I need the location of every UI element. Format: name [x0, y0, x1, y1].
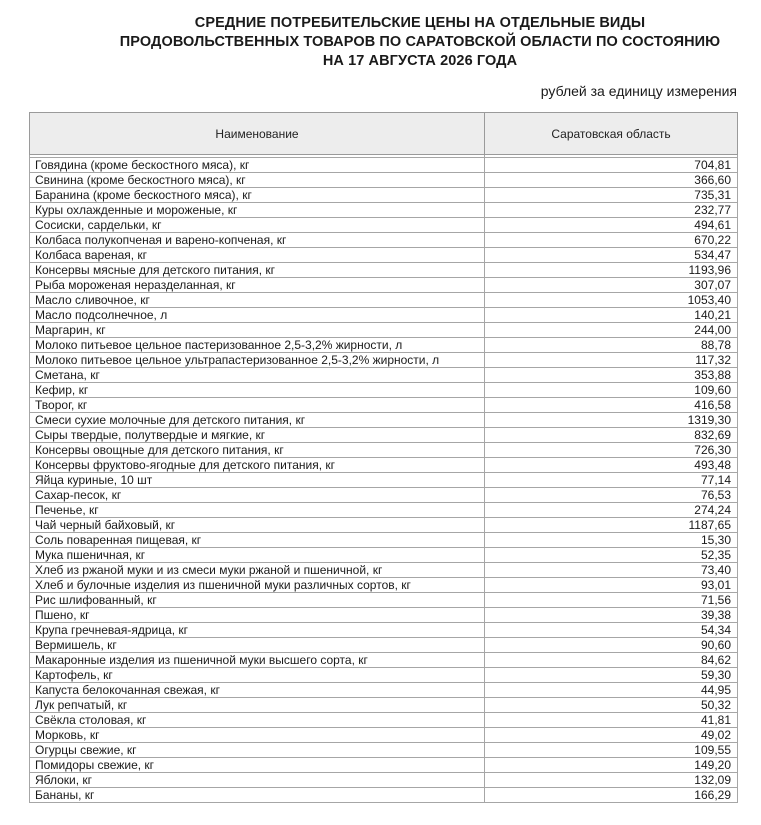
product-name-cell: Рыба мороженая неразделанная, кг [30, 278, 485, 293]
product-name-cell: Консервы овощные для детского питания, кг [30, 443, 485, 458]
table-row [30, 593, 738, 608]
table-row [30, 668, 738, 683]
product-name-cell: Лук репчатый, кг [30, 698, 485, 713]
header-name: Наименование [30, 113, 485, 155]
table-row [30, 203, 738, 218]
price-cell: 726,30 [485, 443, 738, 458]
product-name-cell: Баранина (кроме бескостного мяса), кг [30, 188, 485, 203]
table-row [30, 518, 738, 533]
product-name-cell: Свинина (кроме бескостного мяса), кг [30, 173, 485, 188]
price-cell: 93,01 [485, 578, 738, 593]
table-row [30, 218, 738, 233]
product-name-cell: Яйца куриные, 10 шт [30, 473, 485, 488]
table-row [30, 578, 738, 593]
price-cell: 832,69 [485, 428, 738, 443]
price-cell: 232,77 [485, 203, 738, 218]
product-name-cell: Капуста белокочанная свежая, кг [30, 683, 485, 698]
price-table-container [29, 112, 738, 803]
price-cell: 534,47 [485, 248, 738, 263]
table-row [30, 488, 738, 503]
price-cell: 109,55 [485, 743, 738, 758]
table-row [30, 458, 738, 473]
price-cell: 366,60 [485, 173, 738, 188]
table-row [30, 548, 738, 563]
price-cell: 670,22 [485, 233, 738, 248]
table-row [30, 743, 738, 758]
table-row [30, 788, 738, 803]
price-table [29, 112, 738, 803]
table-row [30, 158, 738, 173]
table-row [30, 188, 738, 203]
product-name-cell: Колбаса вареная, кг [30, 248, 485, 263]
price-cell: 149,20 [485, 758, 738, 773]
product-name-cell: Соль поваренная пищевая, кг [30, 533, 485, 548]
product-name-cell: Творог, кг [30, 398, 485, 413]
product-name-cell: Молоко питьевое цельное ультрапастеризованное 2,5-3,2% жирности, л [30, 353, 485, 368]
table-row [30, 278, 738, 293]
product-name-cell: Помидоры свежие, кг [30, 758, 485, 773]
table-row [30, 443, 738, 458]
product-name-cell: Молоко питьевое цельное пастеризованное 2,5-3,2% жирности, л [30, 338, 485, 353]
table-row [30, 773, 738, 788]
product-name-cell: Куры охлажденные и мороженые, кг [30, 203, 485, 218]
price-cell: 50,32 [485, 698, 738, 713]
product-name-cell: Бананы, кг [30, 788, 485, 803]
product-name-cell: Рис шлифованный, кг [30, 593, 485, 608]
table-row [30, 368, 738, 383]
product-name-cell: Кефир, кг [30, 383, 485, 398]
price-cell: 71,56 [485, 593, 738, 608]
price-cell: 166,29 [485, 788, 738, 803]
table-row [30, 428, 738, 443]
product-name-cell: Свёкла столовая, кг [30, 713, 485, 728]
product-name-cell: Крупа гречневая-ядрица, кг [30, 623, 485, 638]
table-row [30, 233, 738, 248]
price-cell: 1193,96 [485, 263, 738, 278]
table-row [30, 638, 738, 653]
units-note: рублей за единицу измерения [540, 83, 737, 99]
table-row [30, 698, 738, 713]
price-cell: 1319,30 [485, 413, 738, 428]
title-line-1: СРЕДНИЕ ПОТРЕБИТЕЛЬСКИЕ ЦЕНЫ НА ОТДЕЛЬНЫЕ ВИДЫ [194, 15, 646, 31]
price-cell: 59,30 [485, 668, 738, 683]
table-row [30, 563, 738, 578]
price-cell: 1187,65 [485, 518, 738, 533]
product-name-cell: Консервы фруктово-ягодные для детского питания, кг [30, 458, 485, 473]
title-line-3: НА 17 АВГУСТА 2026 ГОДА [322, 53, 518, 69]
price-cell: 73,40 [485, 563, 738, 578]
price-cell: 117,32 [485, 353, 738, 368]
product-name-cell: Смеси сухие молочные для детского питания, кг [30, 413, 485, 428]
table-row [30, 353, 738, 368]
product-name-cell: Мука пшеничная, кг [30, 548, 485, 563]
price-cell: 44,95 [485, 683, 738, 698]
product-name-cell: Яблоки, кг [30, 773, 485, 788]
product-name-cell: Сахар-песок, кг [30, 488, 485, 503]
price-cell: 76,53 [485, 488, 738, 503]
table-row [30, 398, 738, 413]
table-row [30, 263, 738, 278]
price-cell: 353,88 [485, 368, 738, 383]
product-name-cell: Масло сливочное, кг [30, 293, 485, 308]
price-cell: 493,48 [485, 458, 738, 473]
price-cell: 41,81 [485, 713, 738, 728]
price-cell: 49,02 [485, 728, 738, 743]
table-row [30, 623, 738, 638]
product-name-cell: Сосиски, сардельки, кг [30, 218, 485, 233]
product-name-cell: Консервы мясные для детского питания, кг [30, 263, 485, 278]
table-header-row [30, 113, 738, 155]
table-row [30, 713, 738, 728]
price-cell: 244,00 [485, 323, 738, 338]
table-row [30, 248, 738, 263]
table-row [30, 323, 738, 338]
table-row [30, 473, 738, 488]
price-cell: 90,60 [485, 638, 738, 653]
table-row [30, 728, 738, 743]
price-cell: 140,21 [485, 308, 738, 323]
table-body [30, 158, 738, 803]
table-row [30, 413, 738, 428]
table-row [30, 503, 738, 518]
table-row [30, 683, 738, 698]
table-row [30, 338, 738, 353]
product-name-cell: Чай черный байховый, кг [30, 518, 485, 533]
title-line-2: ПРОДОВОЛЬСТВЕННЫХ ТОВАРОВ ПО САРАТОВСКОЙ ОБЛАСТИ ПО СОСТОЯНИЮ [119, 34, 721, 50]
price-cell: 109,60 [485, 383, 738, 398]
table-row [30, 383, 738, 398]
price-cell: 15,30 [485, 533, 738, 548]
table-row [30, 758, 738, 773]
product-name-cell: Хлеб из ржаной муки и из смеси муки ржаной и пшеничной, кг [30, 563, 485, 578]
price-cell: 416,58 [485, 398, 738, 413]
price-cell: 84,62 [485, 653, 738, 668]
document-title [100, 14, 740, 71]
table-row [30, 308, 738, 323]
price-cell: 77,14 [485, 473, 738, 488]
product-name-cell: Вермишель, кг [30, 638, 485, 653]
price-cell: 704,81 [485, 158, 738, 173]
table-row [30, 608, 738, 623]
price-cell: 54,34 [485, 623, 738, 638]
product-name-cell: Морковь, кг [30, 728, 485, 743]
price-cell: 88,78 [485, 338, 738, 353]
product-name-cell: Сметана, кг [30, 368, 485, 383]
product-name-cell: Картофель, кг [30, 668, 485, 683]
price-cell: 494,61 [485, 218, 738, 233]
price-cell: 39,38 [485, 608, 738, 623]
product-name-cell: Огурцы свежие, кг [30, 743, 485, 758]
price-cell: 52,35 [485, 548, 738, 563]
product-name-cell: Говядина (кроме бескостного мяса), кг [30, 158, 485, 173]
price-cell: 307,07 [485, 278, 738, 293]
table-row [30, 173, 738, 188]
price-cell: 132,09 [485, 773, 738, 788]
table-row [30, 653, 738, 668]
product-name-cell: Макаронные изделия из пшеничной муки высшего сорта, кг [30, 653, 485, 668]
product-name-cell: Пшено, кг [30, 608, 485, 623]
product-name-cell: Колбаса полукопченая и варено-копченая, кг [30, 233, 485, 248]
product-name-cell: Печенье, кг [30, 503, 485, 518]
table-row [30, 293, 738, 308]
product-name-cell: Сыры твердые, полутвердые и мягкие, кг [30, 428, 485, 443]
price-cell: 274,24 [485, 503, 738, 518]
price-cell: 1053,40 [485, 293, 738, 308]
product-name-cell: Хлеб и булочные изделия из пшеничной муки различных сортов, кг [30, 578, 485, 593]
table-row [30, 533, 738, 548]
price-cell: 735,31 [485, 188, 738, 203]
product-name-cell: Маргарин, кг [30, 323, 485, 338]
product-name-cell: Масло подсолнечное, л [30, 308, 485, 323]
header-region: Саратовская область [485, 113, 738, 155]
